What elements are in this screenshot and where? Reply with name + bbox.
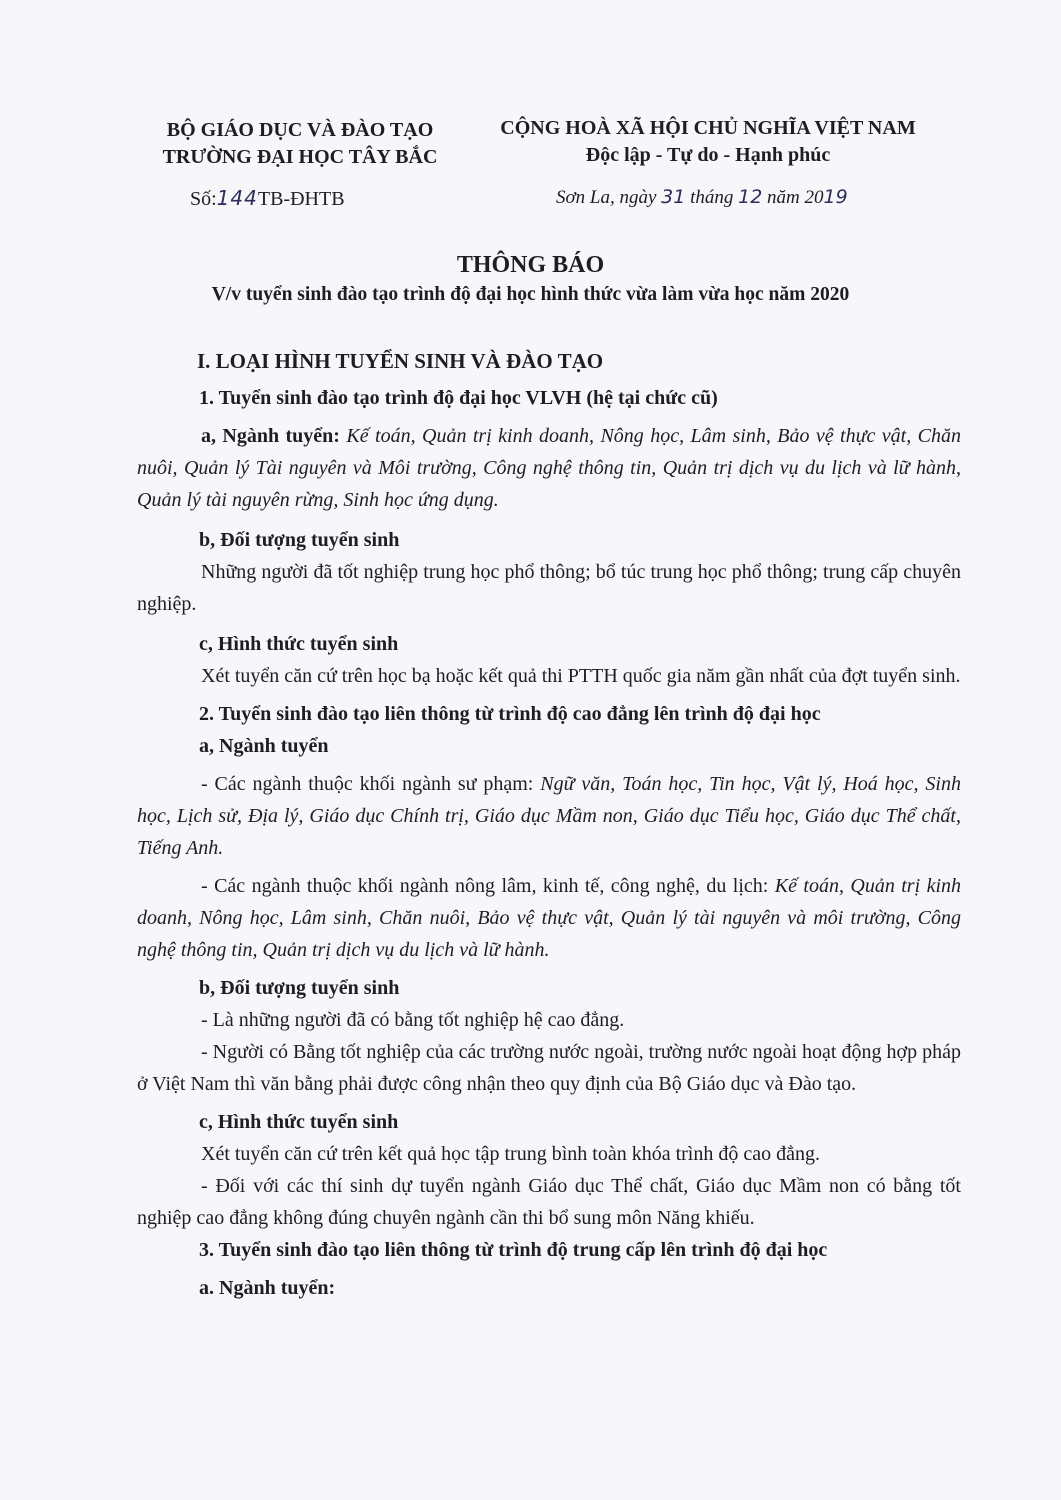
part2-c-p2: - Đối với các thí sinh dự tuyển ngành Giáo dục Thể chất, Giáo dục Mầm non có bằng tốt nghiệp cao đẳng không đúng chuyên ngành cần thi bổ sung môn Năng khiếu. [137,1175,961,1229]
doc-no-prefix: Số: [190,188,217,210]
part2-a-p1-list: Ngữ văn, Toán học, Tin học, Vật lý, Hoá học, Sinh học, Lịch sử, Địa lý, Giáo dục Chính trị, Giáo dục Mầm non, Giáo dục Tiểu học, Giáo dục Thể chất, Tiếng Anh. [137,773,961,859]
republic-name: CỘNG HOÀ XÃ HỘI CHỦ NGHĨA VIỆT NAM [500,117,916,139]
date-year-handwritten: 19 [823,186,848,208]
part2-heading: 2. Tuyển sinh đào tạo liên thông từ trình độ cao đẳng lên trình độ đại học [199,703,821,725]
part2-a-pedagogy [137,768,961,864]
doc-no-handwritten: 144 [216,186,258,210]
date-month-label: tháng [685,187,739,208]
document-body [137,340,961,1304]
part3-a-label: a. Ngành tuyển: [199,1277,336,1299]
part2-a-other [137,870,961,966]
part1-c-text: Xét tuyển căn cứ trên học bạ hoặc kết quả thi PTTH quốc gia năm gần nhất của đợt tuyển sinh. [201,665,961,687]
date-place: Sơn La, ngày [556,187,662,208]
part1-a-majors: Kế toán, Quản trị kinh doanh, Nông học, Lâm sinh, Bảo vệ thực vật, Chăn nuôi, Quản lý Tài nguyên và Môi trường, Công nghệ thông tin, Quản trị dịch vụ du lịch và lữ hành, Quản lý tài nguyên rừng, Sinh học ứng dụng. [137,425,961,511]
part1-b-label: b, Đối tượng tuyển sinh [199,529,400,551]
part2-b-label: b, Đối tượng tuyển sinh [199,977,400,999]
part3-heading: 3. Tuyển sinh đào tạo liên thông từ trình độ trung cấp lên trình độ đại học [199,1239,828,1261]
part2-a-p2-list: Kế toán, Quản trị kinh doanh, Nông học, Lâm sinh, Chăn nuôi, Bảo vệ thực vật, Quản lý tài nguyên và môi trường, Công nghệ thông tin, Quản trị dịch vụ du lịch và lữ hành. [137,875,962,961]
document-subtitle: V/v tuyển sinh đào tạo trình độ đại học hình thức vừa làm vừa học năm 2020 [211,284,850,305]
national-motto: Độc lập - Tự do - Hạnh phúc [585,144,831,166]
part2-b-p2: - Người có Bằng tốt nghiệp của các trường nước ngoài, trường nước ngoài hoạt động hợp pháp ở Việt Nam thì văn bằng phải được công nhận theo quy định của Bộ Giáo dục và Đào tạo. [137,1041,961,1095]
school-name: TRƯỜNG ĐẠI HỌC TÂY BẮC [162,146,438,168]
date-day: 31 [661,186,686,208]
part2-c-p1: Xét tuyển căn cứ trên kết quả học tập trung bình toàn khóa trình độ cao đẳng. [201,1143,820,1165]
date-year-label: năm 20 [762,187,824,208]
part2-a-p2-prefix: - Các ngành thuộc khối ngành nông lâm, kinh tế, công nghệ, du lịch: [201,875,775,897]
part1-c-label: c, Hình thức tuyển sinh [199,633,399,655]
doc-no-suffix: TB-ĐHTB [257,188,345,210]
part2-a-p1-prefix: - Các ngành thuộc khối ngành sư phạm: [201,773,541,795]
part1-a-label: a, Ngành tuyển: [201,425,347,447]
part2-a-label: a, Ngành tuyển [199,735,329,757]
ministry-name: BỘ GIÁO DỤC VÀ ĐÀO TẠO [166,119,434,141]
part1-heading: 1. Tuyển sinh đào tạo trình độ đại học VLVH (hệ tại chức cũ) [199,387,718,409]
document-title: THÔNG BÁO [456,252,605,278]
section-heading: I. LOẠI HÌNH TUYỂN SINH VÀ ĐÀO TẠO [197,349,604,373]
national-header [478,115,938,169]
part1-b-text: Những người đã tốt nghiệp trung học phổ thông; bổ túc trung học phổ thông; trung cấp chuyên nghiệp. [137,561,961,615]
part2-c-label: c, Hình thức tuyển sinh [199,1111,399,1133]
part1-a [137,420,961,516]
date-line [556,186,848,209]
issuer-block [150,117,450,171]
document-number [190,186,345,211]
date-month: 12 [738,186,763,208]
part2-b-p1: - Là những người đã có bằng tốt nghiệp hệ cao đẳng. [201,1009,625,1031]
